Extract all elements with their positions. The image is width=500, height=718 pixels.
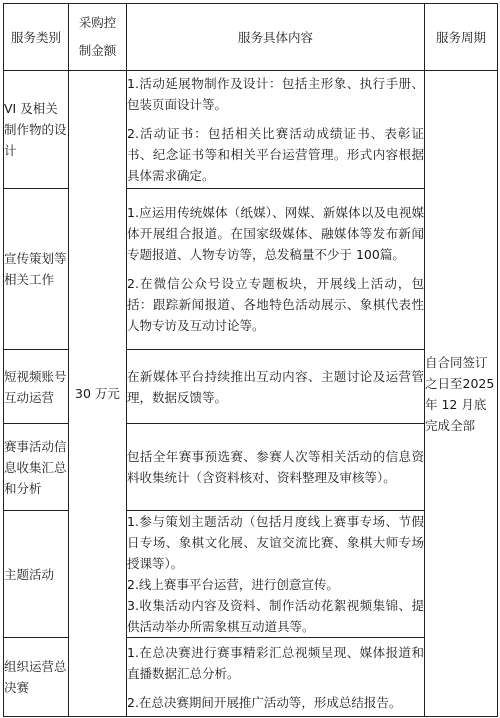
- row-content: [127, 350, 425, 424]
- content-item: 1.活动延展物制作及设计：包括主形象、执行手册、包装页面设计等。: [127, 76, 424, 112]
- row-category: VI 及相关制作物的设计: [4, 71, 69, 189]
- table-row: [4, 71, 498, 189]
- content-item: 2.在总决赛期间开展推广活动等，形成总结报告。: [127, 694, 402, 710]
- content-item: 包括全年赛事预选赛、参赛人次等相关活动的信息资料收集统计（含资料核对、资料整理及审核等）。: [127, 449, 424, 485]
- content-item: 3.收集活动内容及资料、制作活动花絮视频集锦、提供活动举办所需象棋互动道具等。: [127, 598, 424, 634]
- header-row: [4, 4, 498, 71]
- row-category: 短视频账号互动运营: [4, 350, 69, 424]
- row-content: [127, 71, 425, 189]
- content-item: 1.参与策划主题活动（包括月度线上赛事专场、节假日专场、象棋文化展、友谊交流比赛、象棋大师专场授课等）。: [127, 514, 424, 571]
- header-amount: 采购控制金额: [69, 4, 127, 71]
- row-category: 赛事活动信息收集汇总和分析: [4, 424, 69, 511]
- row-category: 宣传策划等相关工作: [4, 189, 69, 350]
- content-item: 在新媒体平台持续推出互动内容、主题讨论及运营管理，数据反馈等。: [127, 368, 424, 405]
- content-item: 1.应运用传统媒体（纸媒）、网媒、新媒体以及电视媒体开展组合报道。在国家级媒体、融媒体等发布新闻专题报道、人物专访等，总发稿量不少于 100篇。: [127, 205, 424, 262]
- period-cell: 自合同签订之日至2025 年 12 月底完成全部: [425, 71, 498, 717]
- header-period: 服务周期: [425, 4, 498, 71]
- row-category: 组织运营总决赛: [4, 638, 69, 717]
- content-item: 2.活动证书：包括相关比赛活动成绩证书、表彰证书、纪念证书等和相关平台运营管理。形式内容根据具体需求确定。: [127, 126, 424, 183]
- content-item: 2.线上赛事平台运营，进行创意宣传。: [127, 577, 339, 592]
- amount-cell: 30 万元: [69, 71, 127, 717]
- row-content: [127, 189, 425, 350]
- row-content: [127, 638, 425, 717]
- row-content: [127, 424, 425, 511]
- header-content: 服务具体内容: [127, 4, 425, 71]
- header-category: 服务类别: [4, 4, 69, 71]
- row-category: 主题活动: [4, 511, 69, 638]
- service-table: [3, 3, 498, 717]
- row-content: [127, 511, 425, 638]
- content-item: 1.在总决赛进行赛事精彩汇总视频呈现、媒体报道和直播数据汇总分析。: [127, 644, 424, 681]
- content-item: 2.在微信公众号设立专题板块，开展线上活动，包括：跟踪新闻报道、各地特色活动展示、象棋代表性人物专访及互动讨论等。: [127, 276, 424, 333]
